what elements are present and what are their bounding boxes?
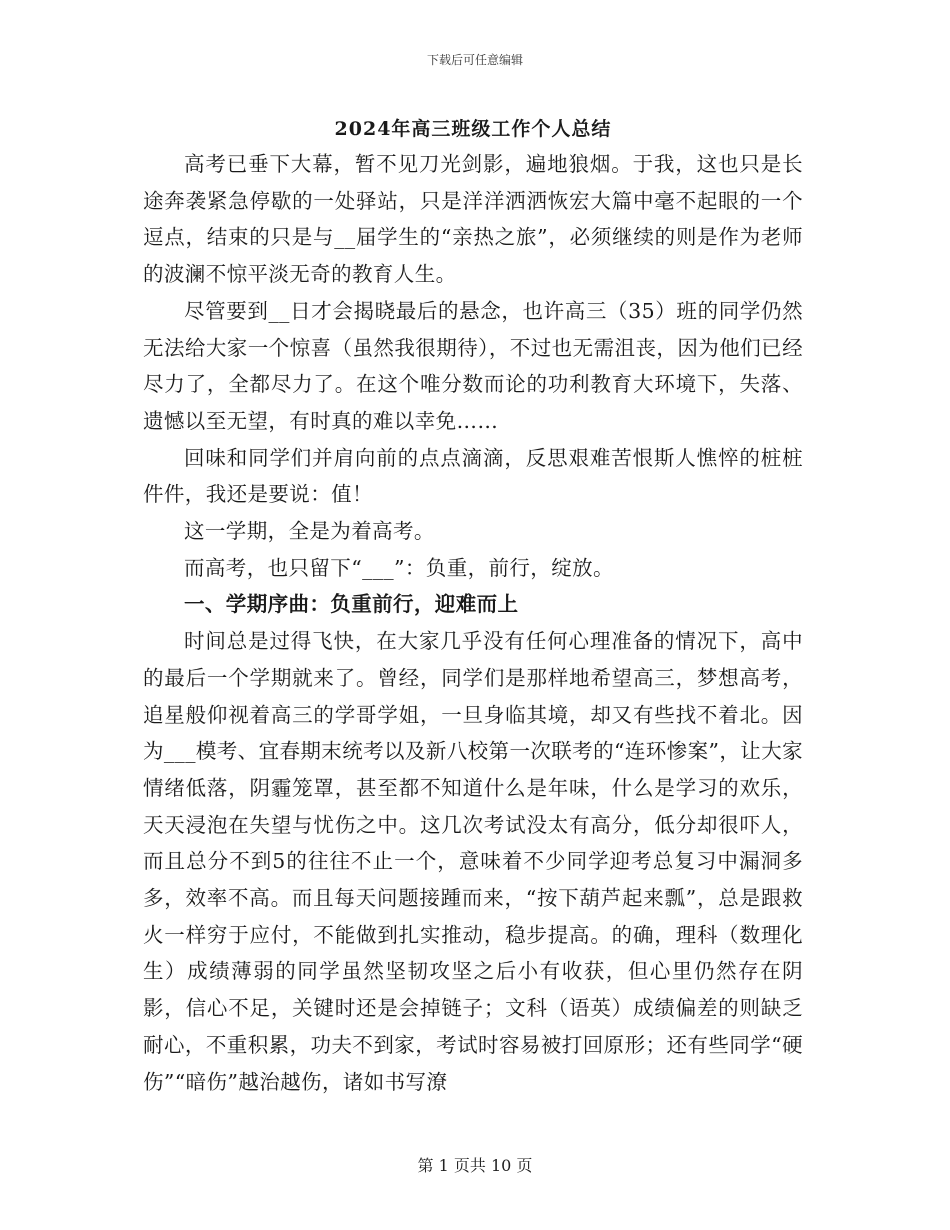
paragraph: 回味和同学们并肩向前的点点滴滴，反思艰难苦恨斯人憔悴的桩桩件件，我还是要说：值！ [143,445,803,507]
paragraph: 尽管要到__日才会揭晓最后的悬念，也许高三（35）班的同学仍然无法给大家一个惊喜（虽然我很期待），不过也无需沮丧，因为他们已经尽力了，全都尽力了。在这个唯分数而论的功利教育大环境下，失落、遗憾以至无望，有时真的难以幸免…… [143,298,803,433]
section-heading: 一、学期序曲：负重前行，迎难而上 [184,592,519,617]
paragraph: 这一学期，全是为着高考。 [184,519,435,544]
page-number: 第 1 页共 10 页 [417,1156,533,1175]
document-title: 2024年高三班级工作个人总结 [334,118,612,140]
document-body [143,112,803,1100]
paragraph: 高考已垂下大幕，暂不见刀光剑影，遍地狼烟。于我，这也只是长途奔袭紧急停歇的一处驿站，只是洋洋洒洒恢宏大篇中毫不起眼的一个逗点，结束的只是与__届学生的“亲热之旅”，必须继续的则是作为老师的波澜不惊平淡无奇的教育人生。 [143,152,803,287]
paragraph: 时间总是过得飞快，在大家几乎没有任何心理准备的情况下，高中的最后一个学期就来了。曾经，同学们是那样地希望高三，梦想高考，追星般仰视着高三的学哥学姐，一旦身临其境，却又有些找不着北。因为___模考、宜春期末统考以及新八校第一次联考的“连环惨案”，让大家情绪低落，阴霾笼罩，甚至都不知道什么是年味，什么是学习的欢乐，天天浸泡在失望与忧伤之中。这几次考试没太有高分，低分却很吓人，而且总分不到5的往往不止一个，意味着不少同学迎考总复习中漏洞多多，效率不高。而且每天问题接踵而来，“按下葫芦起来瓢”，总是跟救火一样穷于应付，不能做到扎实推动，稳步提高。的确，理科（数理化生）成绩薄弱的同学虽然坚韧攻坚之后小有收获，但心里仍然存在阴影，信心不足，关键时还是会掉链子；文科（语英）成绩偏差的则缺乏耐心，不重积累，功夫不到家，考试时容易被打回原形；还有些同学“硬伤”“暗伤”越治越伤，诸如书写潦 [143,629,803,1094]
paragraph: 而高考，也只留下“___”：负重，前行，绽放。 [184,555,614,580]
page-header-note: 下载后可任意编辑 [426,53,523,67]
